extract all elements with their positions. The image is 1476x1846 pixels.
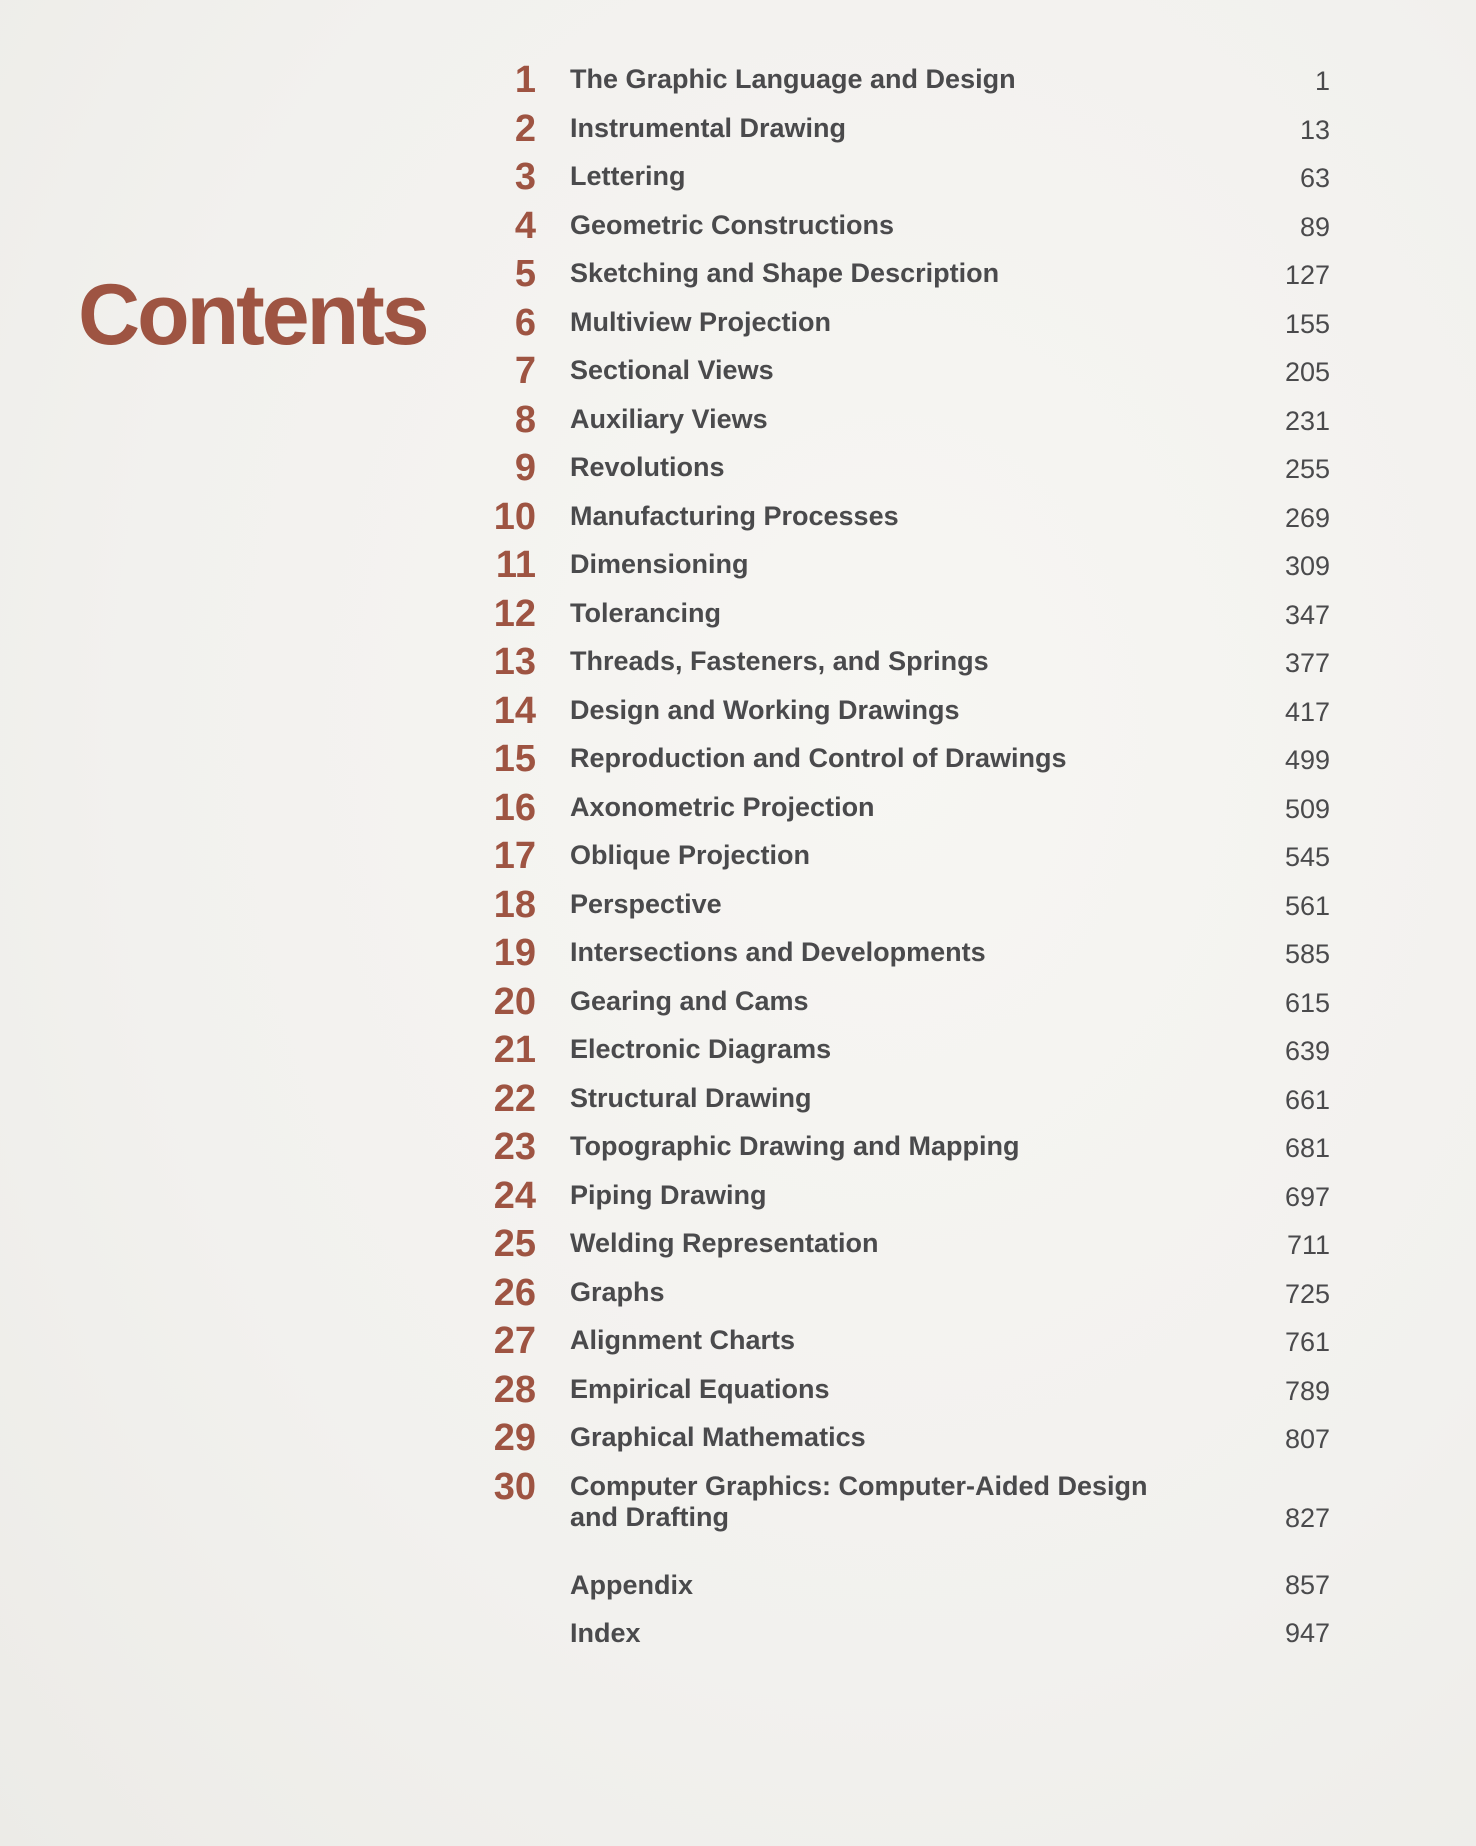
page-number: 827 [1284,1502,1330,1533]
table-of-contents [470,58,1330,1659]
toc-row [470,980,1330,1029]
page-number: 585 [1284,939,1330,969]
chapter-title: Computer Graphics: Computer-Aided Design and Drafting [570,1470,1148,1532]
toc-row [470,1368,1330,1417]
chapter-title: Structural Drawing [570,1082,812,1113]
chapter-number: 5 [514,253,536,295]
index-title: Index [570,1618,641,1648]
chapter-number: 6 [514,301,536,344]
toc-row [470,1222,1330,1271]
page-number: 309 [1284,551,1330,581]
toc-row-appendix [470,1562,1330,1611]
page-number: 89 [1299,211,1330,242]
page-number: 377 [1284,648,1330,678]
chapter-title: Piping Drawing [570,1179,767,1210]
toc-row [470,58,1330,107]
page-number: 269 [1284,502,1330,533]
page-number: 63 [1299,163,1330,193]
toc-row [470,786,1330,835]
chapter-title: Instrumental Drawing [570,112,847,143]
page-number: 561 [1284,890,1330,921]
chapter-title: Intersections and Developments [570,937,986,967]
page-number: 639 [1284,1036,1330,1066]
chapter-title: Alignment Charts [570,1325,796,1355]
chapter-number: 22 [493,1077,536,1120]
page-number: 789 [1284,1375,1330,1406]
toc-row [470,592,1330,641]
chapter-number: 12 [493,592,536,635]
chapter-title: Gearing and Cams [570,985,809,1016]
toc-row [470,1125,1330,1174]
chapter-title: Perspective [570,888,722,919]
chapter-number: 8 [514,398,536,441]
toc-row [470,446,1330,495]
page-number: 947 [1284,1618,1330,1648]
chapter-number: 20 [493,980,536,1023]
page-number: 13 [1299,114,1330,145]
chapter-number: 11 [495,544,536,586]
toc-row [470,252,1330,301]
toc-row [470,1028,1330,1077]
chapter-number: 25 [493,1223,536,1265]
toc-row [470,204,1330,253]
chapter-number: 30 [493,1465,536,1508]
page-number: 711 [1286,1230,1330,1260]
chapter-number: 18 [493,883,536,926]
toc-row [470,349,1330,398]
page-number: 499 [1284,745,1330,775]
toc-row [470,883,1330,932]
page-number: 155 [1284,308,1330,339]
toc-row [470,1416,1330,1465]
chapter-title: Auxiliary Views [570,403,768,434]
chapter-title: Sketching and Shape Description [570,258,1000,288]
toc-row [470,1271,1330,1320]
page-number: 697 [1284,1181,1330,1212]
appendix-title: Appendix [570,1569,694,1600]
chapter-number: 27 [493,1320,536,1362]
chapter-number: 15 [493,738,536,780]
chapter-title: Axonometric Projection [570,791,875,822]
chapter-number: 29 [493,1417,536,1459]
toc-row [470,398,1330,447]
toc-row [470,834,1330,883]
page-number: 761 [1284,1327,1330,1357]
chapter-title: The Graphic Language and Design [570,64,1016,94]
chapter-number: 19 [493,932,536,974]
page-number: 545 [1284,842,1330,872]
toc-row [470,107,1330,156]
chapter-title: Graphical Mathematics [570,1422,866,1452]
chapter-title: Topographic Drawing and Mapping [570,1131,1020,1161]
chapter-title: Manufacturing Processes [570,500,899,531]
toc-row [470,640,1330,689]
toc-row [470,1077,1330,1126]
page-number: 615 [1284,987,1330,1018]
chapter-number: 1 [514,59,536,101]
chapter-title: Sectional Views [570,355,774,385]
page-number: 205 [1284,357,1330,387]
chapter-number: 24 [493,1174,536,1217]
chapter-title: Welding Representation [570,1228,879,1258]
chapter-title: Oblique Projection [570,840,811,870]
chapter-number: 17 [493,835,536,877]
page-title: Contents [78,267,427,363]
chapter-number: 7 [514,350,536,392]
toc-row [470,1174,1330,1223]
toc-row [470,1319,1330,1368]
chapter-number: 9 [514,447,536,489]
page-number: 347 [1284,599,1330,630]
page-number: 661 [1284,1084,1330,1115]
chapter-title: Threads, Fasteners, and Springs [570,646,989,676]
toc-row [470,543,1330,592]
toc-row [470,495,1330,544]
page-number: 1 [1314,66,1330,96]
page-number: 807 [1284,1424,1330,1454]
chapter-number: 28 [493,1368,536,1411]
toc-row [470,1465,1330,1562]
chapter-number: 23 [493,1126,536,1168]
chapter-title: Dimensioning [570,549,749,579]
chapter-number: 2 [514,107,536,150]
chapter-number: 10 [493,495,536,538]
toc-row [470,737,1330,786]
chapter-title: Reproduction and Control of Drawings [570,743,1067,773]
chapter-title: Empirical Equations [570,1373,830,1404]
page-number: 417 [1284,696,1330,727]
chapter-number: 4 [514,204,536,247]
chapter-title: Design and Working Drawings [570,694,960,725]
chapter-title: Lettering [570,161,686,191]
chapter-number: 14 [493,689,536,732]
page-number: 231 [1284,405,1330,436]
chapter-title: Multiview Projection [570,306,832,337]
page-number: 681 [1284,1133,1330,1163]
page-number: 857 [1284,1569,1330,1600]
page-number: 725 [1284,1278,1330,1309]
chapter-number: 3 [514,156,536,198]
toc-row [470,931,1330,980]
chapter-title: Tolerancing [570,597,722,628]
chapter-title: Geometric Constructions [570,209,895,240]
page-number: 255 [1284,454,1330,484]
toc-row [470,155,1330,204]
page-number: 127 [1284,260,1330,290]
toc-row [470,689,1330,738]
chapter-title: Electronic Diagrams [570,1034,832,1064]
toc-row [470,301,1330,350]
chapter-number: 21 [493,1029,536,1071]
chapter-number: 13 [493,641,536,683]
page-number: 509 [1284,793,1330,824]
chapter-number: 16 [493,786,536,829]
chapter-number: 26 [493,1271,536,1314]
toc-row-index [470,1610,1330,1659]
chapter-title: Graphs [570,1276,665,1307]
chapter-title: Revolutions [570,452,725,482]
